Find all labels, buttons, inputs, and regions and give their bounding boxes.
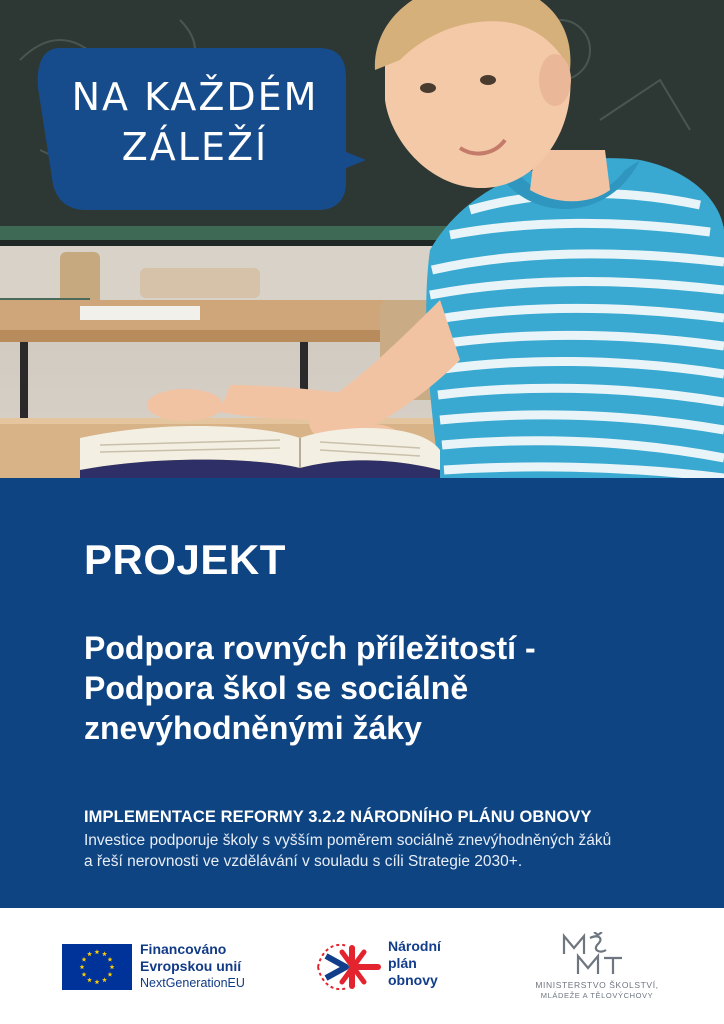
bubble-line-2: ZÁLEŽÍ xyxy=(121,125,269,169)
eu-line-2: Evropskou unií xyxy=(140,958,242,974)
project-label: PROJEKT xyxy=(84,536,286,583)
eu-line-1: Financováno xyxy=(140,941,227,957)
msmt-line-1: MINISTERSTVO ŠKOLSTVÍ, xyxy=(535,980,659,990)
hero-photo xyxy=(0,0,724,478)
eu-line-3: NextGenerationEU xyxy=(140,976,245,990)
reform-heading: IMPLEMENTACE REFORMY 3.2.2 NÁRODNÍHO PLÁNU OBNOVY xyxy=(84,808,592,826)
msmt-logo-icon xyxy=(560,932,628,978)
project-title xyxy=(84,628,684,748)
bubble-line-1: NA KAŽDÉM xyxy=(71,75,319,119)
npo-line-2: plán xyxy=(388,955,417,971)
eu-flag-icon xyxy=(62,944,132,990)
project-title-line-2: Podpora škol se sociálně xyxy=(84,670,469,706)
npo-logo-icon xyxy=(312,938,382,996)
npo-line-1: Národní xyxy=(388,938,441,954)
eu-funding-text xyxy=(140,941,245,992)
project-title-line-1: Podpora rovných příležitostí - xyxy=(84,630,536,666)
footer-logos xyxy=(0,908,724,1024)
project-description xyxy=(84,830,674,872)
npo-line-3: obnovy xyxy=(388,972,438,988)
project-panel xyxy=(0,478,724,908)
project-title-line-3: znevýhodněnými žáky xyxy=(84,710,422,746)
speech-bubble-text xyxy=(60,72,330,172)
description-line-2: a řeší nerovnosti ve vzdělávání v souladu s cíli Strategie 2030+. xyxy=(84,853,523,870)
msmt-line-2: MLÁDEŽE A TĚLOVÝCHOVY xyxy=(540,991,654,1000)
npo-text xyxy=(388,938,441,989)
description-line-1: Investice podporuje školy s vyšším poměrem sociálně znevýhodněných žáků xyxy=(84,832,612,849)
